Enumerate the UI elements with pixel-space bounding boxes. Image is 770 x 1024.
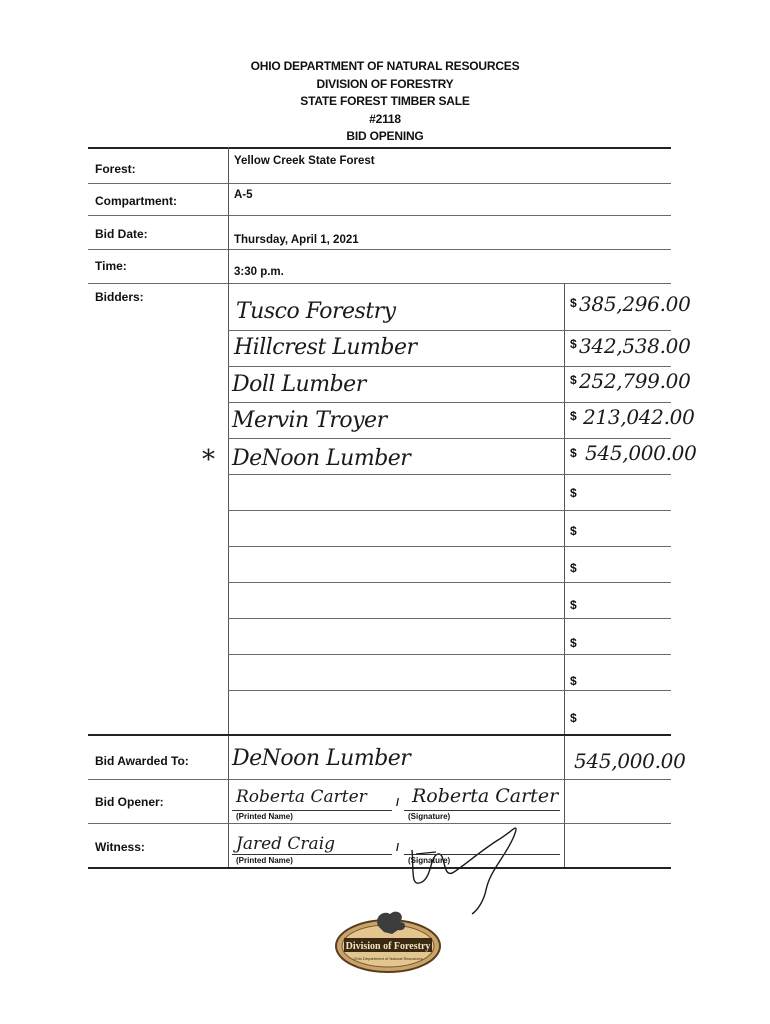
dollar-sign: $ <box>570 674 577 688</box>
rule <box>228 474 671 475</box>
time-value: 3:30 p.m. <box>234 266 284 278</box>
rule <box>88 283 671 284</box>
header-sale-type: STATE FOREST TIMBER SALE <box>300 94 470 108</box>
dollar-sign: $ <box>570 711 577 725</box>
awarded-bidder-name: DeNoon Lumber <box>232 746 411 771</box>
bid-amount: 213,042.00 <box>583 405 695 429</box>
rule <box>88 183 671 184</box>
form-bottom-rule <box>88 867 671 869</box>
logo-text: Division of Forestry <box>345 941 431 952</box>
bid-date-label: Bid Date: <box>95 227 148 241</box>
bidders-label: Bidders: <box>95 290 144 304</box>
opener-printed-caption: (Printed Name) <box>236 812 293 821</box>
bid-awarded-label: Bid Awarded To: <box>95 754 189 768</box>
dollar-sign: $ <box>570 524 577 538</box>
logo-subtext: Ohio Department of Natural Resources <box>353 956 423 961</box>
rule <box>228 510 671 511</box>
winning-bid-marker: * <box>202 445 215 475</box>
witness-printed-name: Jared Craig <box>236 834 336 854</box>
compartment-label: Compartment: <box>95 194 178 208</box>
dollar-sign: $ <box>570 446 577 460</box>
left-column-rule <box>228 147 229 868</box>
awarded-amount: 545,000.00 <box>574 749 686 773</box>
bid-amount: 545,000.00 <box>585 441 697 465</box>
bid-amount: 342,538.00 <box>579 334 691 358</box>
rule <box>228 618 671 619</box>
separator: / <box>396 797 400 809</box>
rule <box>228 546 671 547</box>
award-top-rule <box>88 734 671 736</box>
separator: / <box>396 842 400 854</box>
forest-value: Yellow Creek State Forest <box>234 155 375 167</box>
witness-signature-caption: (Signature) <box>408 856 451 865</box>
dollar-sign: $ <box>570 486 577 500</box>
header-sale-number: #2118 <box>369 111 401 126</box>
bidder-name: Doll Lumber <box>232 372 366 397</box>
rule <box>228 366 671 367</box>
rule <box>88 779 671 780</box>
bid-amount: 385,296.00 <box>579 292 691 316</box>
rule <box>88 215 671 216</box>
opener-signature-caption: (Signature) <box>408 812 451 821</box>
header-title: BID OPENING <box>346 129 424 143</box>
dollar-sign: $ <box>570 409 577 423</box>
dollar-sign: $ <box>570 373 577 387</box>
compartment-value: A-5 <box>234 189 253 201</box>
witness-label: Witness: <box>95 840 145 854</box>
bidder-name: Tusco Forestry <box>236 299 396 324</box>
witness-name-line <box>232 854 392 855</box>
dollar-sign: $ <box>570 636 577 650</box>
document-header <box>0 58 770 146</box>
bid-amount: 252,799.00 <box>579 369 691 393</box>
forest-label: Forest: <box>95 162 136 176</box>
rule <box>88 249 671 250</box>
rule <box>88 823 671 824</box>
bid-opener-label: Bid Opener: <box>95 795 164 809</box>
rule <box>228 330 671 331</box>
dollar-sign: $ <box>570 337 577 351</box>
dollar-sign: $ <box>570 598 577 612</box>
bidder-name: Hillcrest Lumber <box>234 335 417 360</box>
amount-column-rule <box>564 283 565 868</box>
rule <box>228 402 671 403</box>
time-label: Time: <box>95 259 127 273</box>
bidder-name: Mervin Troyer <box>232 408 387 433</box>
header-division: DIVISION OF FORESTRY <box>316 76 454 91</box>
rule <box>228 582 671 583</box>
witness-printed-caption: (Printed Name) <box>236 856 293 865</box>
rule <box>228 438 671 439</box>
rule <box>228 690 671 691</box>
header-agency: OHIO DEPARTMENT OF NATURAL RESOURCES <box>250 59 520 73</box>
opener-printed-name: Roberta Carter <box>236 787 367 807</box>
rule <box>228 654 671 655</box>
bid-date-value: Thursday, April 1, 2021 <box>234 234 359 246</box>
form-top-rule <box>88 147 671 149</box>
dollar-sign: $ <box>570 561 577 575</box>
dollar-sign: $ <box>570 296 577 310</box>
witness-signature-line <box>404 854 560 855</box>
opener-signature: Roberta Carter <box>412 785 559 807</box>
bidder-name: DeNoon Lumber <box>232 446 411 471</box>
division-of-forestry-logo <box>334 908 442 974</box>
opener-name-line <box>232 810 392 811</box>
